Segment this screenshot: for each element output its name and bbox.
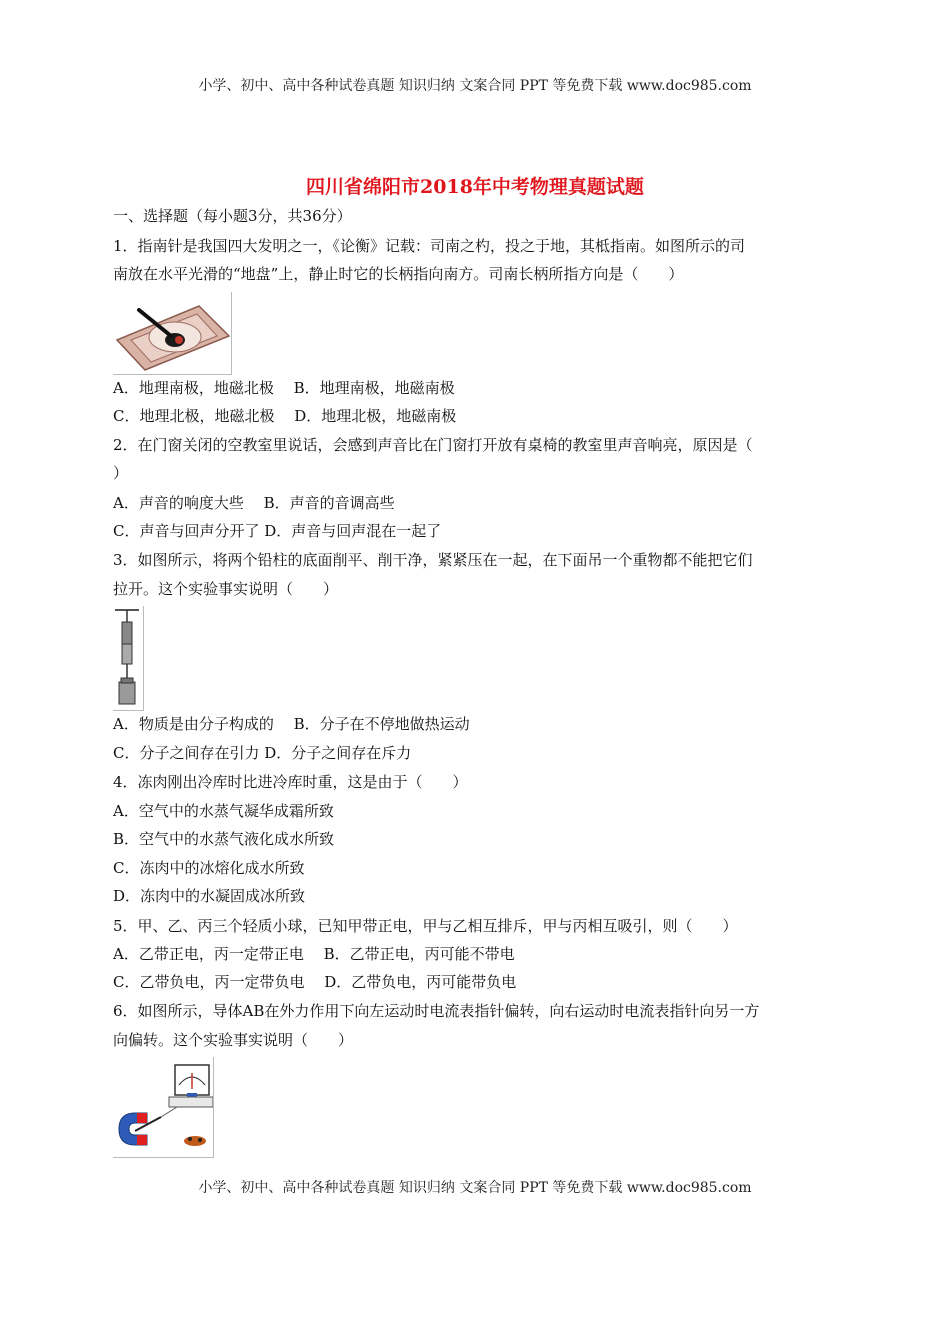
q3-stem-line1: 3．如图所示，将两个铅柱的底面削平、削干净，紧紧压在一起，在下面吊一个重物都不能把它们: [113, 551, 753, 569]
q3-stem-line2: 拉开。这个实验事实说明（ ）: [113, 580, 339, 598]
q3-options-ab: A．物质是由分子构成的 B．分子在不停地做热运动: [113, 715, 470, 733]
q4-option-b: B．空气中的水蒸气液化成水所致: [113, 830, 335, 848]
q4-option-a: A．空气中的水蒸气凝华成霜所致: [113, 802, 334, 820]
q6-stem-line1: 6．如图所示，导体AB在外力作用下向左运动时电流表指针偏转，向右运动时电流表指针向另一方: [113, 1002, 760, 1020]
q4-option-d: D．冻肉中的水凝固成冰所致: [113, 887, 306, 905]
compass-spoon-figure: [113, 292, 232, 375]
q3-options-cd: C．分子之间存在引力 D．分子之间存在斥力: [113, 744, 412, 762]
q5-options-ab: A．乙带正电，丙一定带正电 B．乙带正电，丙可能不带电: [113, 945, 515, 963]
q5-stem: 5．甲、乙、丙三个轻质小球，已知甲带正电，甲与乙相互排斥，甲与丙相互吸引，则（ ）: [113, 917, 738, 935]
q1-stem-line1: 1．指南针是我国四大发明之一，《论衡》记载：司南之杓，投之于地，其柢指南。如图所示的司: [113, 237, 746, 255]
q4-option-c: C．冻肉中的冰熔化成水所致: [113, 859, 305, 877]
page-title: 四川省绵阳市2018年中考物理真题试题: [306, 176, 644, 198]
q2-options-cd: C．声音与回声分开了 D．声音与回声混在一起了: [113, 522, 442, 540]
page-footer: 小学、初中、高中各种试卷真题 知识归纳 文案合同 PPT 等免费下载 www.doc985.com: [198, 1180, 752, 1196]
induction-experiment-figure: [113, 1057, 214, 1158]
lead-cylinders-figure: [113, 606, 144, 711]
q5-options-cd: C．乙带负电，丙一定带负电 D．乙带负电，丙可能带负电: [113, 973, 517, 991]
q1-options-cd: C．地理北极，地磁北极 D．地理北极，地磁南极: [113, 407, 457, 425]
q2-stem-line2: ）: [113, 464, 129, 482]
q1-options-ab: A．地理南极，地磁北极 B．地理南极，地磁南极: [113, 379, 455, 397]
q6-stem-line2: 向偏转。这个实验事实说明（ ）: [113, 1031, 354, 1049]
q1-stem-line2: 南放在水平光滑的“地盘”上，静止时它的长柄指向南方。司南长柄所指方向是（ ）: [113, 265, 684, 283]
q2-stem-line1: 2．在门窗关闭的空教室里说话，会感到声音比在门窗打开放有桌椅的教室里声音响亮，原因是（: [113, 436, 753, 454]
q2-options-ab: A．声音的响度大些 B．声音的音调高些: [113, 494, 395, 512]
q4-stem: 4．冻肉刚出冷库时比进冷库时重，这是由于（ ）: [113, 773, 468, 791]
page-header: 小学、初中、高中各种试卷真题 知识归纳 文案合同 PPT 等免费下载 www.doc985.com: [198, 78, 752, 94]
section-heading: 一、选择题（每小题3分，共36分）: [113, 207, 352, 225]
